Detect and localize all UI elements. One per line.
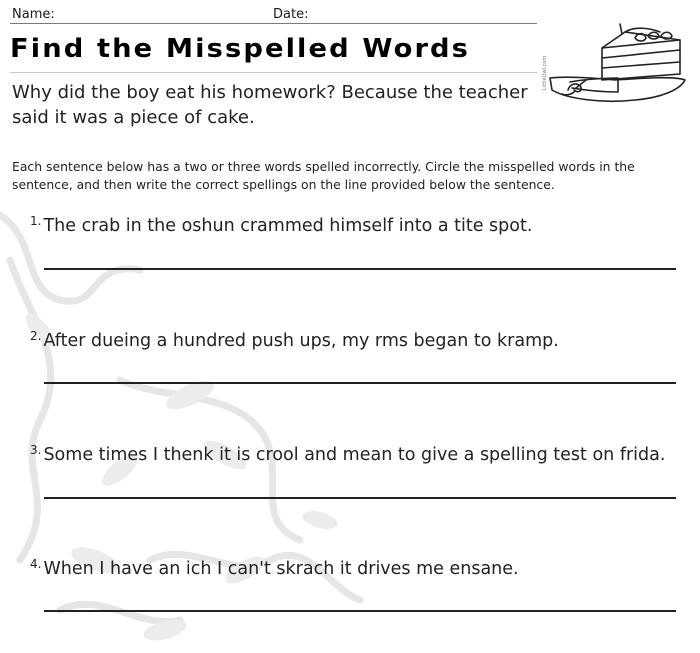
question-4 xyxy=(30,557,519,579)
date-label: Date: xyxy=(273,7,309,22)
question-text: The crab in the oshun crammed himself into a tite spot. xyxy=(43,216,533,236)
question-number: 2. xyxy=(30,329,42,343)
title-rule xyxy=(10,72,537,73)
question-text: When I have an ich I can't skrach it drives me ensane. xyxy=(43,559,519,579)
question-number: 1. xyxy=(30,214,42,228)
question-1 xyxy=(30,214,532,236)
question-number: 4. xyxy=(30,557,42,571)
question-number: 3. xyxy=(30,443,42,457)
answer-line-4[interactable] xyxy=(44,610,676,612)
question-3 xyxy=(30,443,665,465)
instructions-text: Each sentence below has a two or three words spelled incorrectly. Circle the misspelled words in the sentence, and then write the correct spellings on the line provided below the sentence. xyxy=(12,159,635,192)
answer-line-2[interactable] xyxy=(44,382,676,384)
answer-line-3[interactable] xyxy=(44,497,676,499)
worksheet-title: Find the Misspelled Words xyxy=(10,34,471,64)
illustration-credit: LittleOwl.com xyxy=(542,55,548,90)
question-text: Some times I thenk it is crool and mean to give a spelling test on frida. xyxy=(43,445,666,465)
answer-line-1[interactable] xyxy=(44,268,676,270)
joke-text: Why did the boy eat his homework? Because the teacher said it was a piece of cake. xyxy=(12,82,528,128)
cake-slice-icon xyxy=(540,18,690,128)
header-underline xyxy=(10,23,537,24)
name-label: Name: xyxy=(12,7,55,22)
question-text: After dueing a hundred push ups, my rms began to kramp. xyxy=(43,331,559,351)
question-2 xyxy=(30,329,559,351)
